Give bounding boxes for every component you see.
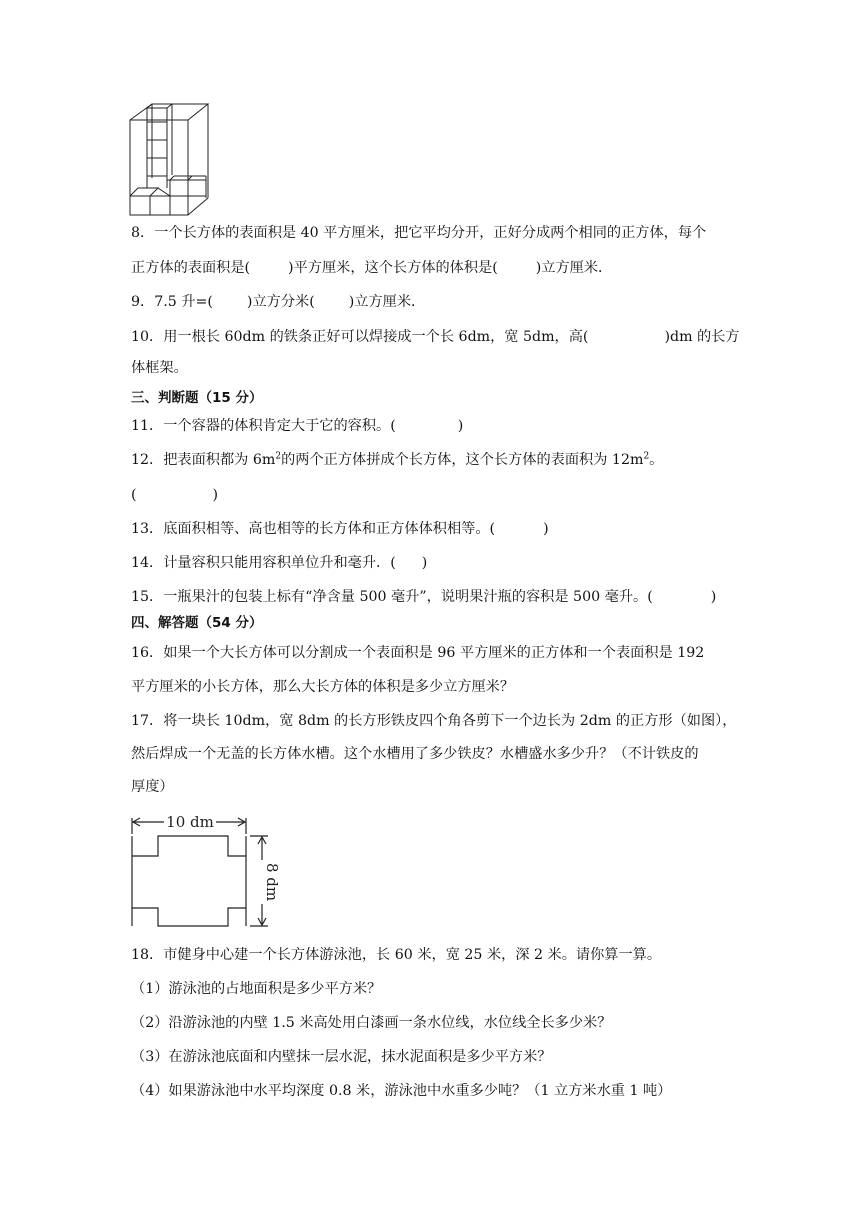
- question-15: [131, 587, 716, 607]
- question-17-line-3: 厚度）: [131, 779, 174, 795]
- question-18-part-3: （3）在游泳池底面和内壁抹一层水泥，抹水泥面积是多少平方米？: [131, 1049, 552, 1065]
- q9-text-a: 9．7.5 升=(: [131, 294, 213, 310]
- q13-close: ): [543, 521, 549, 537]
- question-16-line-1: 16．如果一个大长方体可以分割成一个表面积是 96 平方厘米的正方体和一个表面积是 192: [131, 645, 705, 661]
- cut-corner-sheet-figure: [128, 812, 281, 932]
- question-18-part-1: （1）游泳池的占地面积是多少平方米？: [131, 981, 382, 997]
- q9-text-b: )立方分米(: [246, 294, 315, 310]
- section-3-heading: 三、判断题（15 分）: [131, 390, 263, 406]
- question-8-line-1: 8．一个长方体的表面积是 40 平方厘米，把它平均分开，正好分成两个相同的正方体，每个: [131, 225, 707, 241]
- q12-paren-open: (: [131, 487, 137, 503]
- question-14: [131, 553, 427, 573]
- q11-close: ): [457, 418, 464, 434]
- question-16-line-2: 平方厘米的小长方体，那么大长方体的体积是多少立方厘米？: [131, 679, 515, 695]
- q9-text-c: )立方厘米．: [348, 294, 426, 310]
- q15-close: ): [710, 589, 717, 605]
- question-13: [131, 519, 549, 539]
- q12-text-c: 。: [649, 452, 664, 468]
- question-18-part-4: （4）如果游泳池中水平均深度 0.8 米，游泳池中水重多少吨？（1 立方米水重 1 吨）: [131, 1083, 672, 1099]
- question-18-part-2: （2）沿游泳池的内壁 1.5 米高处用白漆画一条水位线，水位线全长多少米？: [131, 1015, 612, 1031]
- question-18-line-1: 18．市健身中心建一个长方体游泳池，长 60 米，宽 25 米，深 2 米。请你算一算。: [131, 947, 662, 963]
- question-11: [131, 416, 463, 436]
- q11-text: 11．一个容器的体积肯定大于它的容积。(: [131, 418, 396, 434]
- q12-text-a: 12．把表面积都为 6m: [131, 452, 276, 468]
- q10-text-a: 10．用一根长 60dm 的铁条正好可以焊接成一个长 6dm，宽 5dm，高(: [131, 329, 589, 345]
- question-10-line-2: 体框架。: [131, 360, 188, 376]
- q13-text: 13．底面积相等、高也相等的长方体和正方体体积相等。(: [131, 521, 496, 537]
- question-12-line-2: [131, 485, 218, 505]
- question-8-line-2: [131, 258, 612, 278]
- question-17-line-2: 然后焊成一个无盖的长方体水槽。这个水槽用了多少铁皮？水槽盛水多少升？（不计铁皮的: [131, 746, 699, 762]
- length-dimension-label: 10 dm: [166, 813, 214, 831]
- q8-text-c: )立方厘米．: [535, 260, 613, 276]
- q15-text: 15．一瓶果汁的包装上标有“净含量 500 毫升”，说明果汁瓶的容积是 500 毫升。(: [131, 589, 653, 605]
- q8-text-b: )平方厘米，这个长方体的体积是(: [288, 260, 498, 276]
- cube-box-figure: [128, 100, 218, 220]
- question-10-line-1: [131, 327, 740, 347]
- q12-paren-close: ): [212, 487, 219, 503]
- q12-sup-2: 2: [643, 451, 650, 462]
- question-12-line-1: [131, 450, 663, 470]
- q14-close: ): [421, 555, 428, 571]
- q8-text-a: 正方体的表面积是(: [131, 260, 251, 276]
- q14-text: 14．计量容积只能用容积单位升和毫升．(: [131, 555, 396, 571]
- q12-sup-1: 2: [275, 451, 282, 462]
- question-9: [131, 292, 425, 312]
- q10-text-b: )dm 的长方: [664, 329, 740, 345]
- section-4-heading: 四、解答题（54 分）: [131, 615, 263, 631]
- q12-text-b: 的两个正方体拼成个长方体，这个长方体的表面积为 12m: [281, 452, 644, 468]
- question-17-line-1: 17．将一块长 10dm，宽 8dm 的长方形铁皮四个角各剪下一个边长为 2dm 的正方形（如图），: [131, 713, 737, 729]
- width-dimension-label: 8 dm: [263, 862, 281, 902]
